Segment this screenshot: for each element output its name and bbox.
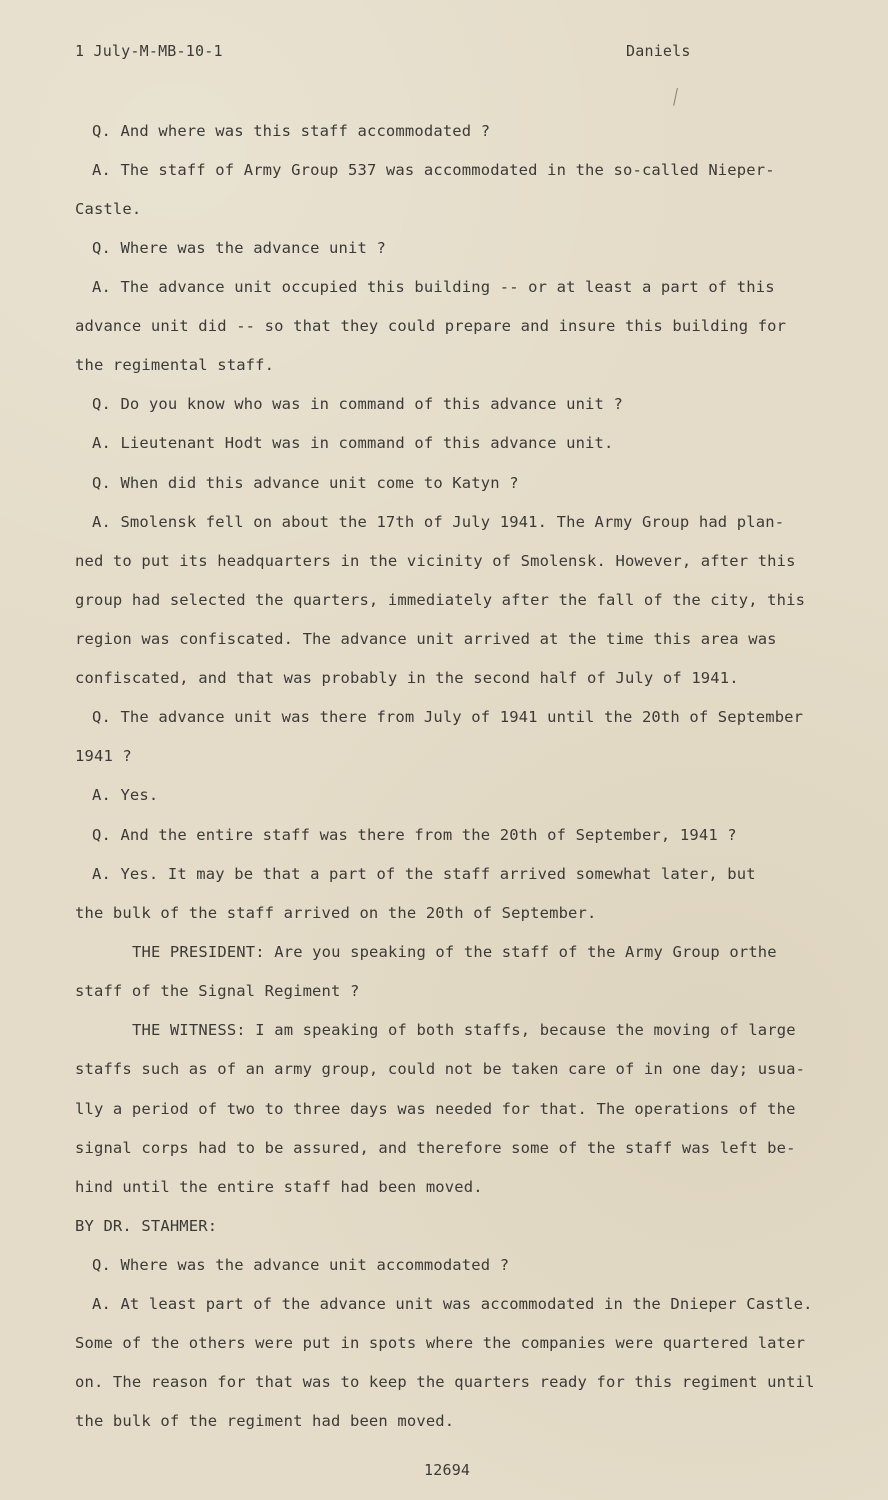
transcript-line: BY DR. STAHMER:: [75, 1217, 218, 1235]
transcript-line: Q. And the entire staff was there from the 20th of September, 1941 ?: [92, 826, 737, 844]
transcript-line: Some of the others were put in spots where the companies were quartered later: [75, 1334, 806, 1352]
transcript-line: the bulk of the regiment had been moved.: [75, 1412, 455, 1430]
transcript-line: Castle.: [75, 200, 142, 218]
transcript-line: advance unit did -- so that they could prepare and insure this building for: [75, 317, 787, 335]
transcript-line: Q. The advance unit was there from July of 1941 until the 20th of September: [92, 708, 804, 726]
transcript-line: A. The advance unit occupied this building -- or at least a part of this: [92, 278, 775, 296]
transcript-line: 1941 ?: [75, 747, 132, 765]
pen-mark: [673, 88, 680, 106]
transcript-line: staffs such as of an army group, could not be taken care of in one day; usua-: [75, 1060, 806, 1078]
transcript-line: A. At least part of the advance unit was accommodated in the Dnieper Castle.: [92, 1295, 813, 1313]
transcript-line: Q. Where was the advance unit ?: [92, 239, 386, 257]
transcript-line: Q. Do you know who was in command of this advance unit ?: [92, 395, 623, 413]
page-number: 12694: [424, 1461, 471, 1479]
transcript-line: Q. Where was the advance unit accommodated ?: [92, 1256, 510, 1274]
transcript-line: signal corps had to be assured, and therefore some of the staff was left be-: [75, 1139, 796, 1157]
transcript-line: the regimental staff.: [75, 356, 275, 374]
transcript-line: region was confiscated. The advance unit arrived at the time this area was: [75, 630, 777, 648]
transcript-line: confiscated, and that was probably in the second half of July of 1941.: [75, 669, 739, 687]
transcript-line: lly a period of two to three days was needed for that. The operations of the: [75, 1100, 796, 1118]
transcript-line: THE PRESIDENT: Are you speaking of the staff of the Army Group orthe: [132, 943, 777, 961]
transcript-line: ned to put its headquarters in the vicinity of Smolensk. However, after this: [75, 552, 796, 570]
transcript-line: A. The staff of Army Group 537 was accommodated in the so-called Nieper-: [92, 161, 775, 179]
transcript-line: the bulk of the staff arrived on the 20th of September.: [75, 904, 597, 922]
interpreter-name: Daniels: [626, 42, 691, 60]
transcript-line: A. Smolensk fell on about the 17th of July 1941. The Army Group had plan-: [92, 513, 785, 531]
transcript-line: staff of the Signal Regiment ?: [75, 982, 360, 1000]
transcript-line: group had selected the quarters, immediately after the fall of the city, this: [75, 591, 806, 609]
transcript-line: on. The reason for that was to keep the quarters ready for this regiment until: [75, 1373, 815, 1391]
transcript-line: hind until the entire staff had been moved.: [75, 1178, 483, 1196]
transcript-line: A. Yes.: [92, 786, 159, 804]
transcript-line: Q. When did this advance unit come to Katyn ?: [92, 474, 519, 492]
transcript-line: Q. And where was this staff accommodated ?: [92, 122, 491, 140]
transcript-line: A. Yes. It may be that a part of the staff arrived somewhat later, but: [92, 865, 756, 883]
transcript-line: A. Lieutenant Hodt was in command of this advance unit.: [92, 434, 614, 452]
transcript-line: THE WITNESS: I am speaking of both staffs, because the moving of large: [132, 1021, 796, 1039]
document-reference: 1 July-M-MB-10-1: [75, 42, 223, 60]
